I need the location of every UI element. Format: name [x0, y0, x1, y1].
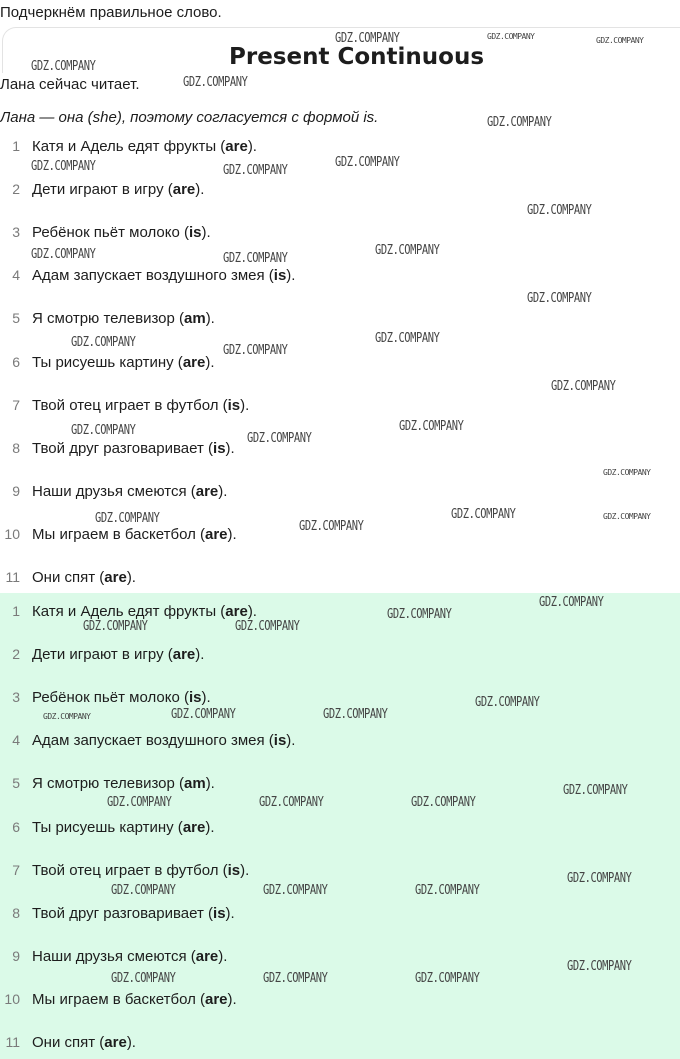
- list-item: [0, 181, 680, 201]
- list-item: [0, 310, 680, 330]
- watermark-text: GDZ.COMPANY: [415, 971, 480, 986]
- watermark-text: GDZ.COMPANY: [235, 619, 300, 634]
- item-sentence: Катя и Адель едят фрукты (are).: [32, 138, 257, 155]
- item-number: 9: [12, 947, 20, 964]
- watermark-text: GDZ.COMPANY: [375, 243, 440, 258]
- item-answer: is: [213, 904, 226, 922]
- example-sentence: Лана сейчас читает.: [0, 76, 140, 93]
- item-number: 3: [12, 224, 20, 241]
- list-item: [0, 354, 680, 374]
- item-number: 5: [12, 775, 20, 792]
- item-sentence: Наши друзья смеются (are).: [32, 482, 228, 500]
- watermark-text: GDZ.COMPANY: [411, 795, 476, 810]
- item-answer: is: [273, 267, 287, 285]
- item-number: 7: [12, 396, 20, 413]
- item-sentence: Адам запускает воздушного змея (is).: [32, 732, 296, 750]
- item-sentence: Дети играют в игру (are).: [32, 646, 205, 664]
- item-answer: are: [195, 947, 219, 965]
- item-answer: is: [188, 689, 202, 707]
- item-number: 6: [12, 818, 20, 835]
- item-sentence: Мы играем в баскетбол (are).: [32, 525, 237, 543]
- list-item: [0, 991, 680, 1011]
- watermark-text: GDZ.COMPANY: [567, 959, 632, 974]
- item-answer: are: [225, 138, 248, 155]
- item-answer: is: [188, 224, 202, 242]
- watermark-text: GDZ.COMPANY: [375, 331, 440, 346]
- watermark-text: GDZ.COMPANY: [111, 971, 176, 986]
- watermark-text: GDZ.COMPANY: [263, 883, 328, 898]
- watermark-text: GDZ.COMPANY: [603, 468, 651, 477]
- item-number: 1: [12, 138, 20, 154]
- item-sentence: Ты рисуешь картину (are).: [32, 818, 215, 836]
- watermark-text: GDZ.COMPANY: [263, 971, 328, 986]
- watermark-text: GDZ.COMPANY: [551, 379, 616, 394]
- item-sentence: Ты рисуешь картину (are).: [32, 353, 215, 371]
- watermark-text: GDZ.COMPANY: [247, 431, 312, 446]
- watermark-text: GDZ.COMPANY: [31, 59, 96, 74]
- item-number: 10: [4, 990, 20, 1007]
- watermark-text: GDZ.COMPANY: [399, 419, 464, 434]
- watermark-text: GDZ.COMPANY: [171, 707, 236, 722]
- list-item: [0, 483, 680, 503]
- watermark-text: GDZ.COMPANY: [475, 695, 540, 710]
- item-sentence: Твой друг разговаривает (is).: [32, 904, 235, 922]
- item-number: 8: [12, 439, 20, 456]
- item-answer: am: [184, 775, 206, 793]
- watermark-text: GDZ.COMPANY: [223, 343, 288, 358]
- list-item: [0, 224, 680, 244]
- item-number: 8: [12, 904, 20, 921]
- watermark-text: GDZ.COMPANY: [71, 335, 136, 350]
- item-number: 4: [12, 732, 20, 749]
- item-answer: are: [225, 603, 248, 620]
- item-answer: are: [172, 646, 196, 664]
- watermark-text: GDZ.COMPANY: [415, 883, 480, 898]
- item-number: 6: [12, 353, 20, 370]
- item-sentence: Катя и Адель едят фрукты (are).: [32, 603, 257, 620]
- item-sentence: Ребёнок пьёт молоко (is).: [32, 224, 211, 242]
- watermark-text: GDZ.COMPANY: [596, 36, 644, 45]
- item-number: 11: [5, 1034, 20, 1050]
- watermark-text: GDZ.COMPANY: [223, 251, 288, 266]
- item-answer: are: [182, 353, 206, 371]
- item-answer: is: [273, 732, 287, 750]
- item-answer: is: [227, 861, 241, 879]
- item-sentence: Дети играют в игру (are).: [32, 181, 205, 199]
- watermark-text: GDZ.COMPANY: [323, 707, 388, 722]
- item-sentence: Твой отец играет в футбол (is).: [32, 861, 250, 879]
- list-item: [0, 569, 680, 589]
- item-sentence: Твой друг разговаривает (is).: [32, 439, 235, 457]
- item-sentence: Наши друзья смеются (are).: [32, 947, 228, 965]
- item-sentence: Я смотрю телевизор (am).: [32, 775, 215, 793]
- item-number: 7: [12, 861, 20, 878]
- watermark-text: GDZ.COMPANY: [43, 712, 91, 721]
- item-answer: are: [195, 482, 219, 500]
- item-answer: is: [213, 439, 226, 457]
- item-number: 10: [4, 525, 20, 542]
- watermark-text: GDZ.COMPANY: [539, 595, 604, 610]
- item-number: 5: [12, 310, 20, 327]
- item-sentence: Они спят (are).: [32, 1034, 136, 1051]
- watermark-text: GDZ.COMPANY: [111, 883, 176, 898]
- list-item: [0, 397, 680, 417]
- watermark-text: GDZ.COMPANY: [183, 75, 248, 90]
- watermark-text: GDZ.COMPANY: [299, 519, 364, 534]
- item-sentence: Они спят (are).: [32, 569, 136, 586]
- item-sentence: Твой отец играет в футбол (is).: [32, 396, 250, 414]
- watermark-text: GDZ.COMPANY: [335, 155, 400, 170]
- watermark-text: GDZ.COMPANY: [335, 31, 400, 46]
- item-answer: are: [172, 181, 196, 199]
- watermark-text: GDZ.COMPANY: [563, 783, 628, 798]
- list-item: [0, 819, 680, 839]
- watermark-text: GDZ.COMPANY: [603, 512, 651, 521]
- list-item: [0, 646, 680, 666]
- example-explanation: Лана — она (she), поэтому согласуется с формой is.: [0, 109, 379, 126]
- item-sentence: Адам запускает воздушного змея (is).: [32, 267, 296, 285]
- watermark-text: GDZ.COMPANY: [31, 247, 96, 262]
- item-answer: am: [184, 310, 206, 328]
- item-number: 11: [5, 569, 20, 585]
- item-number: 2: [12, 646, 20, 663]
- list-item: [0, 267, 680, 287]
- watermark-text: GDZ.COMPANY: [223, 163, 288, 178]
- item-answer: are: [182, 818, 206, 836]
- watermark-text: GDZ.COMPANY: [527, 203, 592, 218]
- watermark-text: GDZ.COMPANY: [567, 871, 632, 886]
- watermark-text: GDZ.COMPANY: [387, 607, 452, 622]
- item-number: 9: [12, 482, 20, 499]
- watermark-text: GDZ.COMPANY: [487, 32, 535, 41]
- item-answer: are: [205, 525, 228, 543]
- item-answer: is: [227, 396, 241, 414]
- list-item: [0, 905, 680, 925]
- instruction-text: Подчеркнём правильное слово.: [0, 4, 222, 21]
- watermark-text: GDZ.COMPANY: [83, 619, 148, 634]
- item-number: 4: [12, 267, 20, 284]
- watermark-text: GDZ.COMPANY: [95, 511, 160, 526]
- list-item: [0, 732, 680, 752]
- watermark-text: GDZ.COMPANY: [71, 423, 136, 438]
- item-answer: are: [104, 569, 127, 586]
- item-sentence: Ребёнок пьёт молоко (is).: [32, 689, 211, 707]
- item-answer: are: [104, 1034, 127, 1051]
- page-title: Present Continuous: [229, 44, 485, 70]
- watermark-text: GDZ.COMPANY: [451, 507, 516, 522]
- watermark-text: GDZ.COMPANY: [107, 795, 172, 810]
- item-number: 3: [12, 689, 20, 706]
- watermark-text: GDZ.COMPANY: [487, 115, 552, 130]
- list-item: [0, 1034, 680, 1054]
- watermark-text: GDZ.COMPANY: [259, 795, 324, 810]
- watermark-text: GDZ.COMPANY: [527, 291, 592, 306]
- item-answer: are: [205, 990, 228, 1008]
- item-sentence: Мы играем в баскетбол (are).: [32, 990, 237, 1008]
- item-number: 2: [12, 181, 20, 198]
- item-number: 1: [12, 603, 20, 619]
- item-sentence: Я смотрю телевизор (am).: [32, 310, 215, 328]
- watermark-text: GDZ.COMPANY: [31, 159, 96, 174]
- list-item: [0, 440, 680, 460]
